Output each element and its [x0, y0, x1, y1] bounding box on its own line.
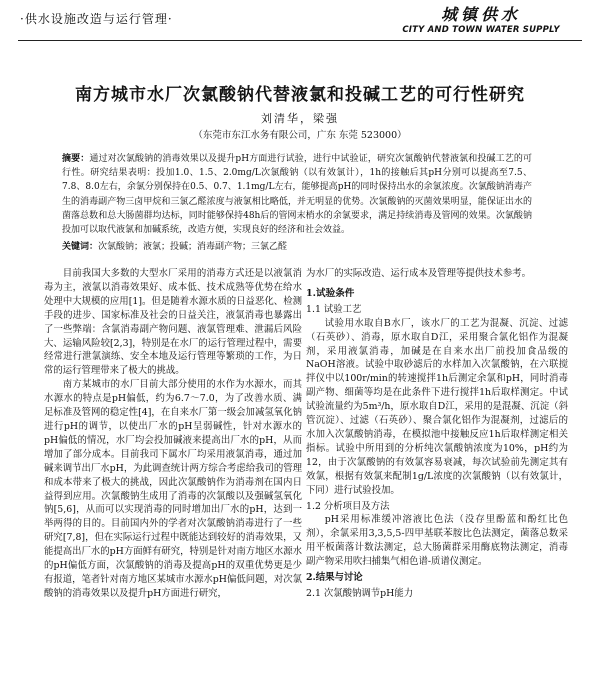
intro-paragraph-2: 南方某城市的水厂目前大部分使用的水作为水源水，而其水源水的特点是pH偏低，约为6.7～7.0，为了改善水质、满足标准及管网的稳定性[4]，在自来水厂第一级会加减氢氧化钠进行pH的调节，以使出厂水的pH呈弱碱性，针对水源水的pH偏低的情况，水厂均会投加碱液来提高出厂水的pH，从而增加了部分成本。目前我司下属水厂均采用液氯消毒，通过加碱来调节出厂水pH，为此调查统计两方综合考虑给我司的管理和成本带来了极大的挑战，因此次氯酸钠作为消毒剂在国内日益得到应用。次氯酸钠生成用了消毒的次氯酸以及强碱氢氧化钠[5,6]，从而可以实现消毒的同时增加出厂水的pH，达到一举两得的目的。目前国内外的学者对次氯酸钠消毒进行了一些研究[7,8]，但在实际运行过程中既能达到较好的消毒效果，又能提高出厂水的pH方面鲜有研究，特别是针对南方地区水源水的pH偏低方面，次氯酸钠的消毒及提高pH的双重优势更是少有报道，笔者针对南方地区某城市水源水pH偏低问题，对次氯酸钠的消毒效果以及提升pH方面进行研究， [44, 379, 302, 599]
section-label: ·供水设施改造与运行管理· [20, 12, 173, 26]
abstract-text: 通过对次氯酸钠的消毒效果以及提升pH方面进行试验，进行中试验证，研究次氯酸钠代替液氯和投碱工艺的可行性。研究结果表明：投加1.0、1.5、2.0mg/L次氯酸钠（以有效氯计），1h的接触后其pH分别可以提高至7.5、7.8、8.0左右，余氯分别保持在0.5、0.7、1.1mg/L左右，能够提高pH的同时保持出水的余氯浓度。次氯酸钠消毒产生的消毒副产物三卤甲烷和三氯乙醛浓度与液氯相比略低，并无明显的优势。次氯酸钠的灭菌效果明显，能保证出水的菌落总数和总大肠菌群均达标，同时能够保持48h后的管网末梢水的余氯要求，满足持续消毒及管网的效果。次氯酸钠投加可以取代液氯和加碱系统，改造方便，实现良好的经济和社会效益。 [62, 154, 532, 236]
intro-continuation: 为水厂的实际改造、运行成本及管理等提供技术参考。 [306, 268, 532, 279]
article-affiliation: （东莞市东江水务有限公司，广东 东莞 523000） [193, 130, 407, 141]
abstract [62, 152, 532, 237]
keywords-text: 次氯酸钠；液氯；投碱；消毒副产物；三氯乙醛 [98, 242, 288, 252]
section-1-heading: 1.试验条件 [306, 287, 355, 299]
section-1-2-text: pH采用标准缓冲溶液比色法（没存里酚蓝和酚红比色剂），余氯采用3,3,5,5-四甲基联苯胺比色法测定，菌落总数采用平板菌落计数法测定，总大肠菌群采用酶底物法测定，消毒副产物采用吹扫捕集气相色谱-质谱仪测定。 [306, 514, 568, 568]
journal-logo [386, 2, 576, 38]
intro-paragraph-1: 目前我国大多数的大型水厂采用的消毒方式还是以液氯消毒为主，液氯以消毒效果好、成本低、技术成熟等优势在给水处理中大规模的应用[1]。但是随着水源水质的日益恶化、检测手段的进步、国家标准及社会的日益关注，液氯消毒也暴露出了一些弊端：含氯消毒副产物问题、液氯管理难、泄漏后风险大、运输风险较[2,3]，特别是在水厂的运行管理过程中，需要经常进行泄氯演练、安全本地及运行管理等繁琐的工作，为日常的运行管理带来了极大的挑战。 [44, 268, 302, 377]
body-column-right [306, 267, 568, 601]
section-2-heading: 2.结果与讨论 [306, 572, 363, 584]
header-rule [18, 40, 582, 41]
body-column-left [44, 267, 302, 601]
article-authors: 刘清华，梁强 [261, 112, 339, 125]
section-1-1-text: 试验用水取自B水厂，该水厂的工艺为混凝、沉淀、过滤（石英砂）、消毒，原水取自D江，采用聚合氯化铝作为混凝剂，采用液氯消毒，加碱是在自来水出厂前投加食品级的NaOH溶液。试验中取砂滤后的水样加入次氯酸钠，在六联搅拌仪中以100r/min的转速搅拌1h后测定余氯和pH，同时消毒副产物、细菌等均是在此条件下进行搅拌1h后取样测定。中试试验流量约为5m³/h，原水取自D江，采用的是混凝、沉淀（斜管沉淀）、过滤（石英砂）、聚合氯化铝作为混凝剂，过滤后的水加入次氯酸钠消毒，在模拟池中接触反应1h后取样测定相关指标。试验中所用到的分析纯次氯酸钠浓度为10%，pH约为12，由于次氯酸钠的有效氯容易衰减，每次试验前先测定其有效氯，根据有效氯来配制1g/L浓度的次氯酸钠（以有效氯计，下同）进行试验投加。 [306, 317, 568, 496]
keywords [62, 239, 532, 252]
section-1-1-heading: 1.1 试验工艺 [306, 303, 362, 315]
section-2-1-heading: 2.1 次氯酸钠调节pH能力 [306, 587, 414, 599]
article-title: 南方城市水厂次氯酸钠代替液氯和投碱工艺的可行性研究 [75, 85, 525, 105]
keywords-label: 关键词： [62, 242, 99, 252]
journal-logo-en: CITY AND TOWN WATER SUPPLY [402, 25, 560, 35]
section-1-2-heading: 1.2 分析项目及方法 [306, 500, 390, 512]
journal-logo-cn: 城镇供水 [440, 5, 521, 24]
abstract-label: 摘要： [62, 154, 90, 164]
